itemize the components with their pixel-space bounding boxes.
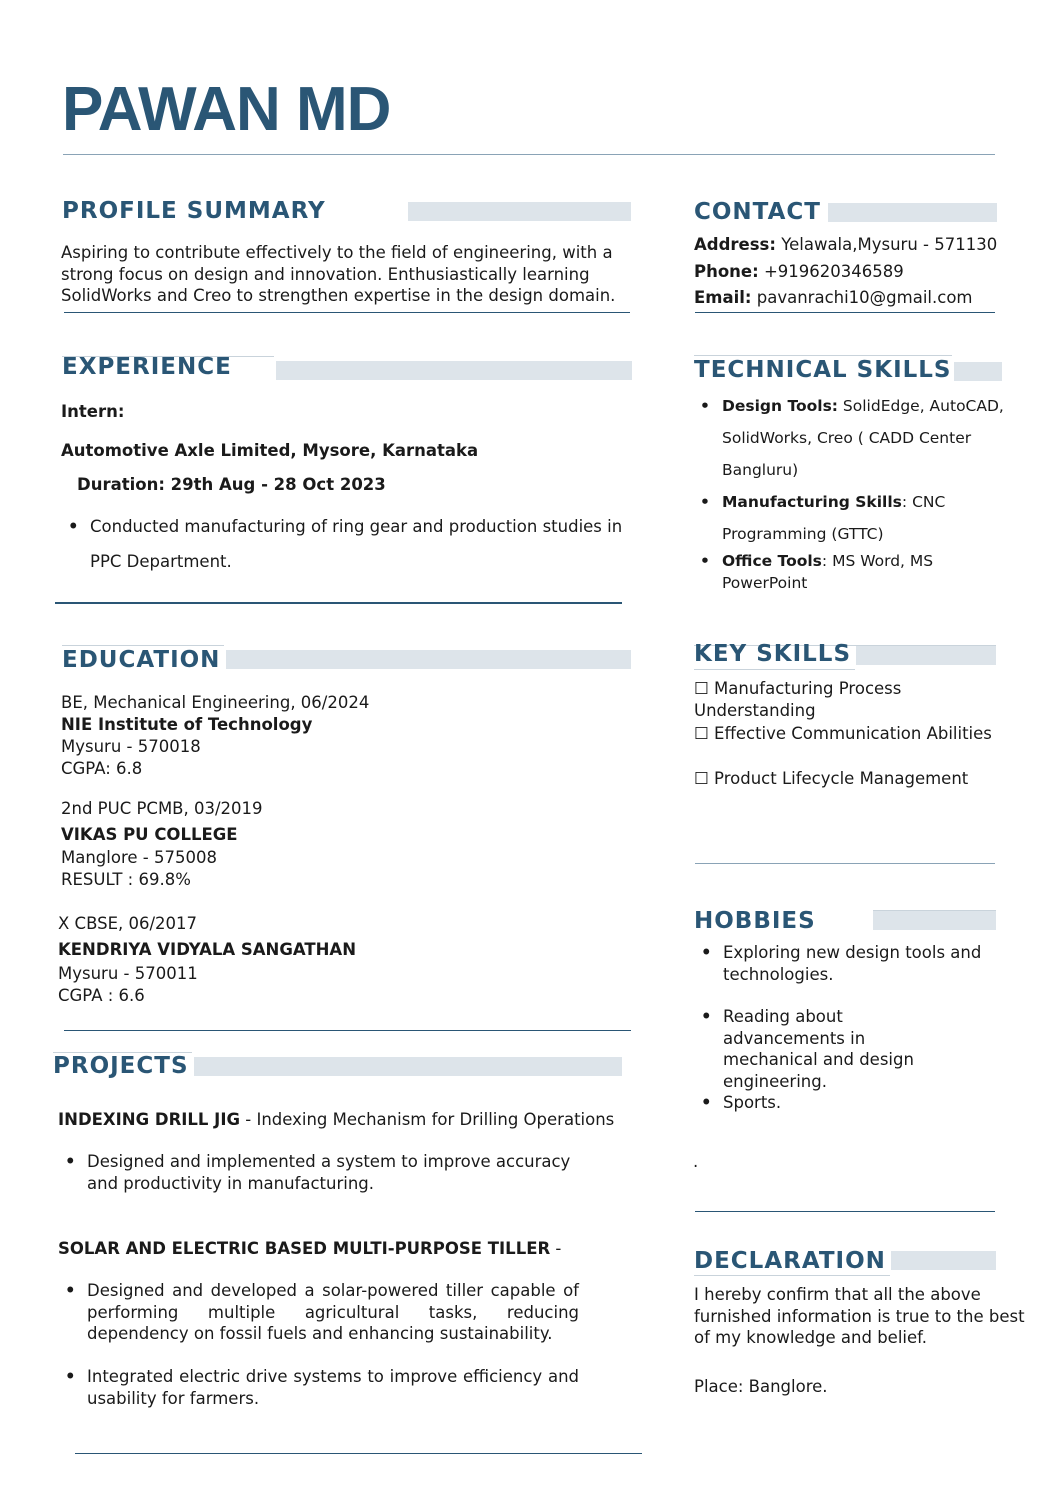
skill-label: Design Tools: xyxy=(722,397,838,415)
email-value: pavanrachi10@gmail.com xyxy=(751,288,973,307)
contact-address xyxy=(694,234,997,256)
technical-skill-item xyxy=(722,390,1012,486)
section-bar xyxy=(226,650,631,669)
hobbies-heading: HOBBIES xyxy=(694,908,816,934)
contact-email xyxy=(694,287,973,309)
checkbox-icon: ☐ xyxy=(694,769,709,788)
education-school: NIE Institute of Technology xyxy=(61,715,313,734)
experience-company: Automotive Axle Limited, Mysore, Karnataka xyxy=(61,441,479,460)
education-place: Manglore - 575008 xyxy=(61,848,217,867)
technical-skill-item xyxy=(722,550,1022,594)
profile-summary-text: Aspiring to contribute effectively to the field of engineering, with a strong focus on design and innovation. Enthusiastically learning SolidWorks and Creo to strengthen expertise in the design domain. xyxy=(61,243,616,305)
contact-phone xyxy=(694,261,904,283)
project-bullet: • Designed and implemented a system to improve accuracy and productivity in manufacturing. xyxy=(87,1151,577,1195)
section-bar xyxy=(828,203,997,222)
education-school: KENDRIYA VIDYALA SANGATHAN xyxy=(58,940,356,959)
address-label: Address: xyxy=(694,235,776,254)
phone-value: +919620346589 xyxy=(758,262,904,281)
project-title-line xyxy=(58,1109,628,1131)
candidate-name: PAWAN MD xyxy=(62,75,391,144)
section-divider xyxy=(695,1211,995,1212)
section-divider xyxy=(64,312,630,313)
project-title: SOLAR AND ELECTRIC BASED MULTI-PURPOSE TILLER xyxy=(58,1239,551,1258)
checkbox-icon: ☐ xyxy=(694,679,709,698)
checkbox-icon: ☐ xyxy=(694,724,709,743)
skill-value: : MS Word, MS PowerPoint xyxy=(722,552,934,592)
key-skill-item xyxy=(694,723,1024,745)
email-label: Email: xyxy=(694,288,752,307)
section-bar xyxy=(856,646,996,665)
section-bar xyxy=(276,361,632,380)
section-divider xyxy=(55,602,622,604)
experience-duration: Duration: 29th Aug - 28 Oct 2023 xyxy=(77,475,386,494)
education-place: Mysuru - 570011 xyxy=(58,964,198,983)
technical-skill-item xyxy=(722,486,1012,550)
project-title-line xyxy=(58,1238,628,1260)
education-heading: EDUCATION xyxy=(62,647,221,673)
phone-label: Phone: xyxy=(694,262,759,281)
project-bullet: • Designed and developed a solar-powered tiller capable of performing multiple agricultural tasks, reducing dependency on fossil fuels and enhancing sustainability. xyxy=(87,1280,579,1345)
education-score: RESULT : 69.8% xyxy=(61,870,191,889)
contact-heading: CONTACT xyxy=(694,199,821,225)
section-underline xyxy=(694,1275,890,1276)
declaration-place: Place: Banglore. xyxy=(694,1377,828,1396)
section-bar xyxy=(873,910,996,930)
key-skill-text: Effective Communication Abilities xyxy=(714,724,992,743)
section-divider xyxy=(695,312,995,313)
skill-value: SolidEdge, AutoCAD, SolidWorks, Creo ( CADD Center Bangluru) xyxy=(722,397,1004,479)
section-topline xyxy=(62,645,224,646)
skill-label: Manufacturing Skills xyxy=(722,493,902,511)
section-divider xyxy=(64,1030,631,1031)
experience-role: Intern: xyxy=(61,402,125,421)
declaration-heading: DECLARATION xyxy=(694,1248,886,1274)
skill-value: : CNC Programming (GTTC) xyxy=(722,493,946,543)
education-degree: X CBSE, 06/2017 xyxy=(58,914,198,933)
project-subtitle: - xyxy=(550,1239,562,1258)
hobby-item: • Sports. xyxy=(723,1092,963,1114)
experience-heading: EXPERIENCE xyxy=(62,354,232,380)
project-title: INDEXING DRILL JIG xyxy=(58,1110,241,1129)
section-underline xyxy=(694,669,855,670)
key-skills-heading: KEY SKILLS xyxy=(694,641,852,667)
education-score: CGPA : 6.6 xyxy=(58,986,145,1005)
key-skill-text: Product Lifecycle Management xyxy=(714,769,969,788)
address-value: Yelawala,Mysuru - 571130 xyxy=(775,235,998,254)
education-score: CGPA: 6.8 xyxy=(61,759,143,778)
section-topline xyxy=(694,355,952,356)
education-place: Mysuru - 570018 xyxy=(61,737,201,756)
education-school: VIKAS PU COLLEGE xyxy=(61,825,238,844)
section-bar xyxy=(408,202,631,221)
projects-heading: PROJECTS xyxy=(53,1053,189,1079)
key-skill-item xyxy=(694,768,1024,790)
hobby-item: • Exploring new design tools and technologies. xyxy=(723,942,983,985)
hobby-item: • Reading about advancements in mechanical and design engineering. xyxy=(723,1006,963,1092)
hobbies-trailing-dot: . xyxy=(693,1152,699,1171)
section-bar xyxy=(954,362,1002,381)
declaration-text: I hereby confirm that all the above furnished information is true to the best of my knowledge and belief. xyxy=(694,1285,1025,1347)
skill-label: Office Tools xyxy=(722,552,822,570)
key-skill-item xyxy=(694,678,1024,722)
profile-summary-heading: PROFILE SUMMARY xyxy=(62,198,326,224)
section-bar xyxy=(194,1057,622,1076)
header-divider xyxy=(63,154,995,155)
section-divider xyxy=(695,863,995,864)
section-divider xyxy=(75,1453,642,1454)
education-degree: 2nd PUC PCMB, 03/2019 xyxy=(61,799,263,818)
project-bullet: • Integrated electric drive systems to improve efficiency and usability for farmers. xyxy=(87,1366,579,1409)
experience-bullet: • Conducted manufacturing of ring gear and production studies in PPC Department. xyxy=(90,509,630,579)
section-bar xyxy=(891,1251,996,1270)
education-degree: BE, Mechanical Engineering, 06/2024 xyxy=(61,693,370,712)
technical-skills-heading: TECHNICAL SKILLS xyxy=(694,357,952,383)
project-subtitle: - Indexing Mechanism for Drilling Operations xyxy=(240,1110,615,1129)
key-skill-text: Manufacturing Process Understanding xyxy=(694,679,902,720)
